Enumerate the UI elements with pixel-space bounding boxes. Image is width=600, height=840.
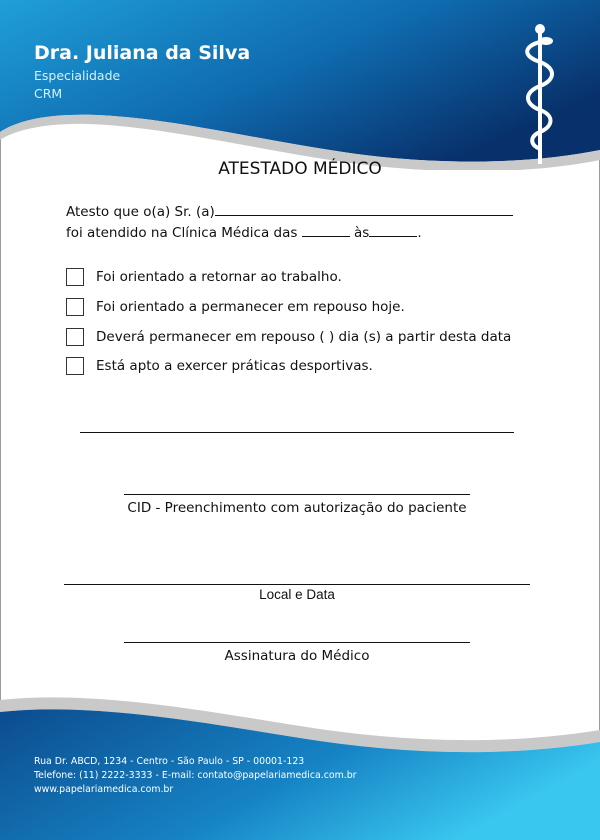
signature-line[interactable] bbox=[124, 642, 470, 643]
checkbox-rest-days[interactable] bbox=[66, 328, 84, 346]
document-title: ATESTADO MÉDICO bbox=[218, 159, 382, 179]
local-date-line[interactable] bbox=[64, 584, 530, 585]
option-label-rest-today: Foi orientado a permanecer em repouso hoje. bbox=[96, 299, 405, 315]
doctor-specialty: Especialidade bbox=[34, 68, 121, 83]
attest-line-1 bbox=[66, 203, 513, 220]
rod-of-asclepius-icon bbox=[516, 22, 564, 164]
time-from-blank[interactable] bbox=[302, 224, 350, 237]
checkbox-rest-today[interactable] bbox=[66, 298, 84, 316]
footer-address: Rua Dr. ABCD, 1234 - Centro - São Paulo - SP - 00001-123 bbox=[34, 756, 305, 767]
checkbox-fit-for-sports[interactable] bbox=[66, 357, 84, 375]
time-to-blank[interactable] bbox=[369, 224, 417, 237]
attest-line-2-end: . bbox=[417, 225, 422, 241]
doctor-name: Dra. Juliana da Silva bbox=[34, 42, 251, 64]
header-banner bbox=[0, 0, 600, 170]
attest-line-2 bbox=[66, 224, 422, 241]
attest-line-2-to: às bbox=[354, 225, 370, 241]
footer-contact: Telefone: (11) 2222-3333 - E-mail: contato@papelariamedica.com.br bbox=[34, 770, 357, 781]
option-label-rest-days: Deverá permanecer em repouso ( ) dia (s) a partir desta data bbox=[96, 329, 512, 345]
notes-line[interactable] bbox=[80, 432, 514, 433]
signature-caption: Assinatura do Médico bbox=[224, 648, 370, 664]
attest-line-2-text: foi atendido na Clínica Médica das bbox=[66, 225, 298, 241]
checkbox-return-to-work[interactable] bbox=[66, 268, 84, 286]
footer-website[interactable]: www.papelariamedica.com.br bbox=[34, 784, 174, 795]
option-label-fit-for-sports: Está apto a exercer práticas desportivas. bbox=[96, 358, 373, 374]
option-label-return-to-work: Foi orientado a retornar ao trabalho. bbox=[96, 269, 342, 285]
cid-caption: CID - Preenchimento com autorização do paciente bbox=[127, 500, 467, 516]
attest-line-1-text: Atesto que o(a) Sr. (a) bbox=[66, 204, 215, 220]
local-date-caption: Local e Data bbox=[259, 587, 335, 602]
doctor-crm: CRM bbox=[34, 86, 63, 101]
cid-line[interactable] bbox=[124, 494, 470, 495]
patient-name-blank[interactable] bbox=[215, 203, 513, 216]
